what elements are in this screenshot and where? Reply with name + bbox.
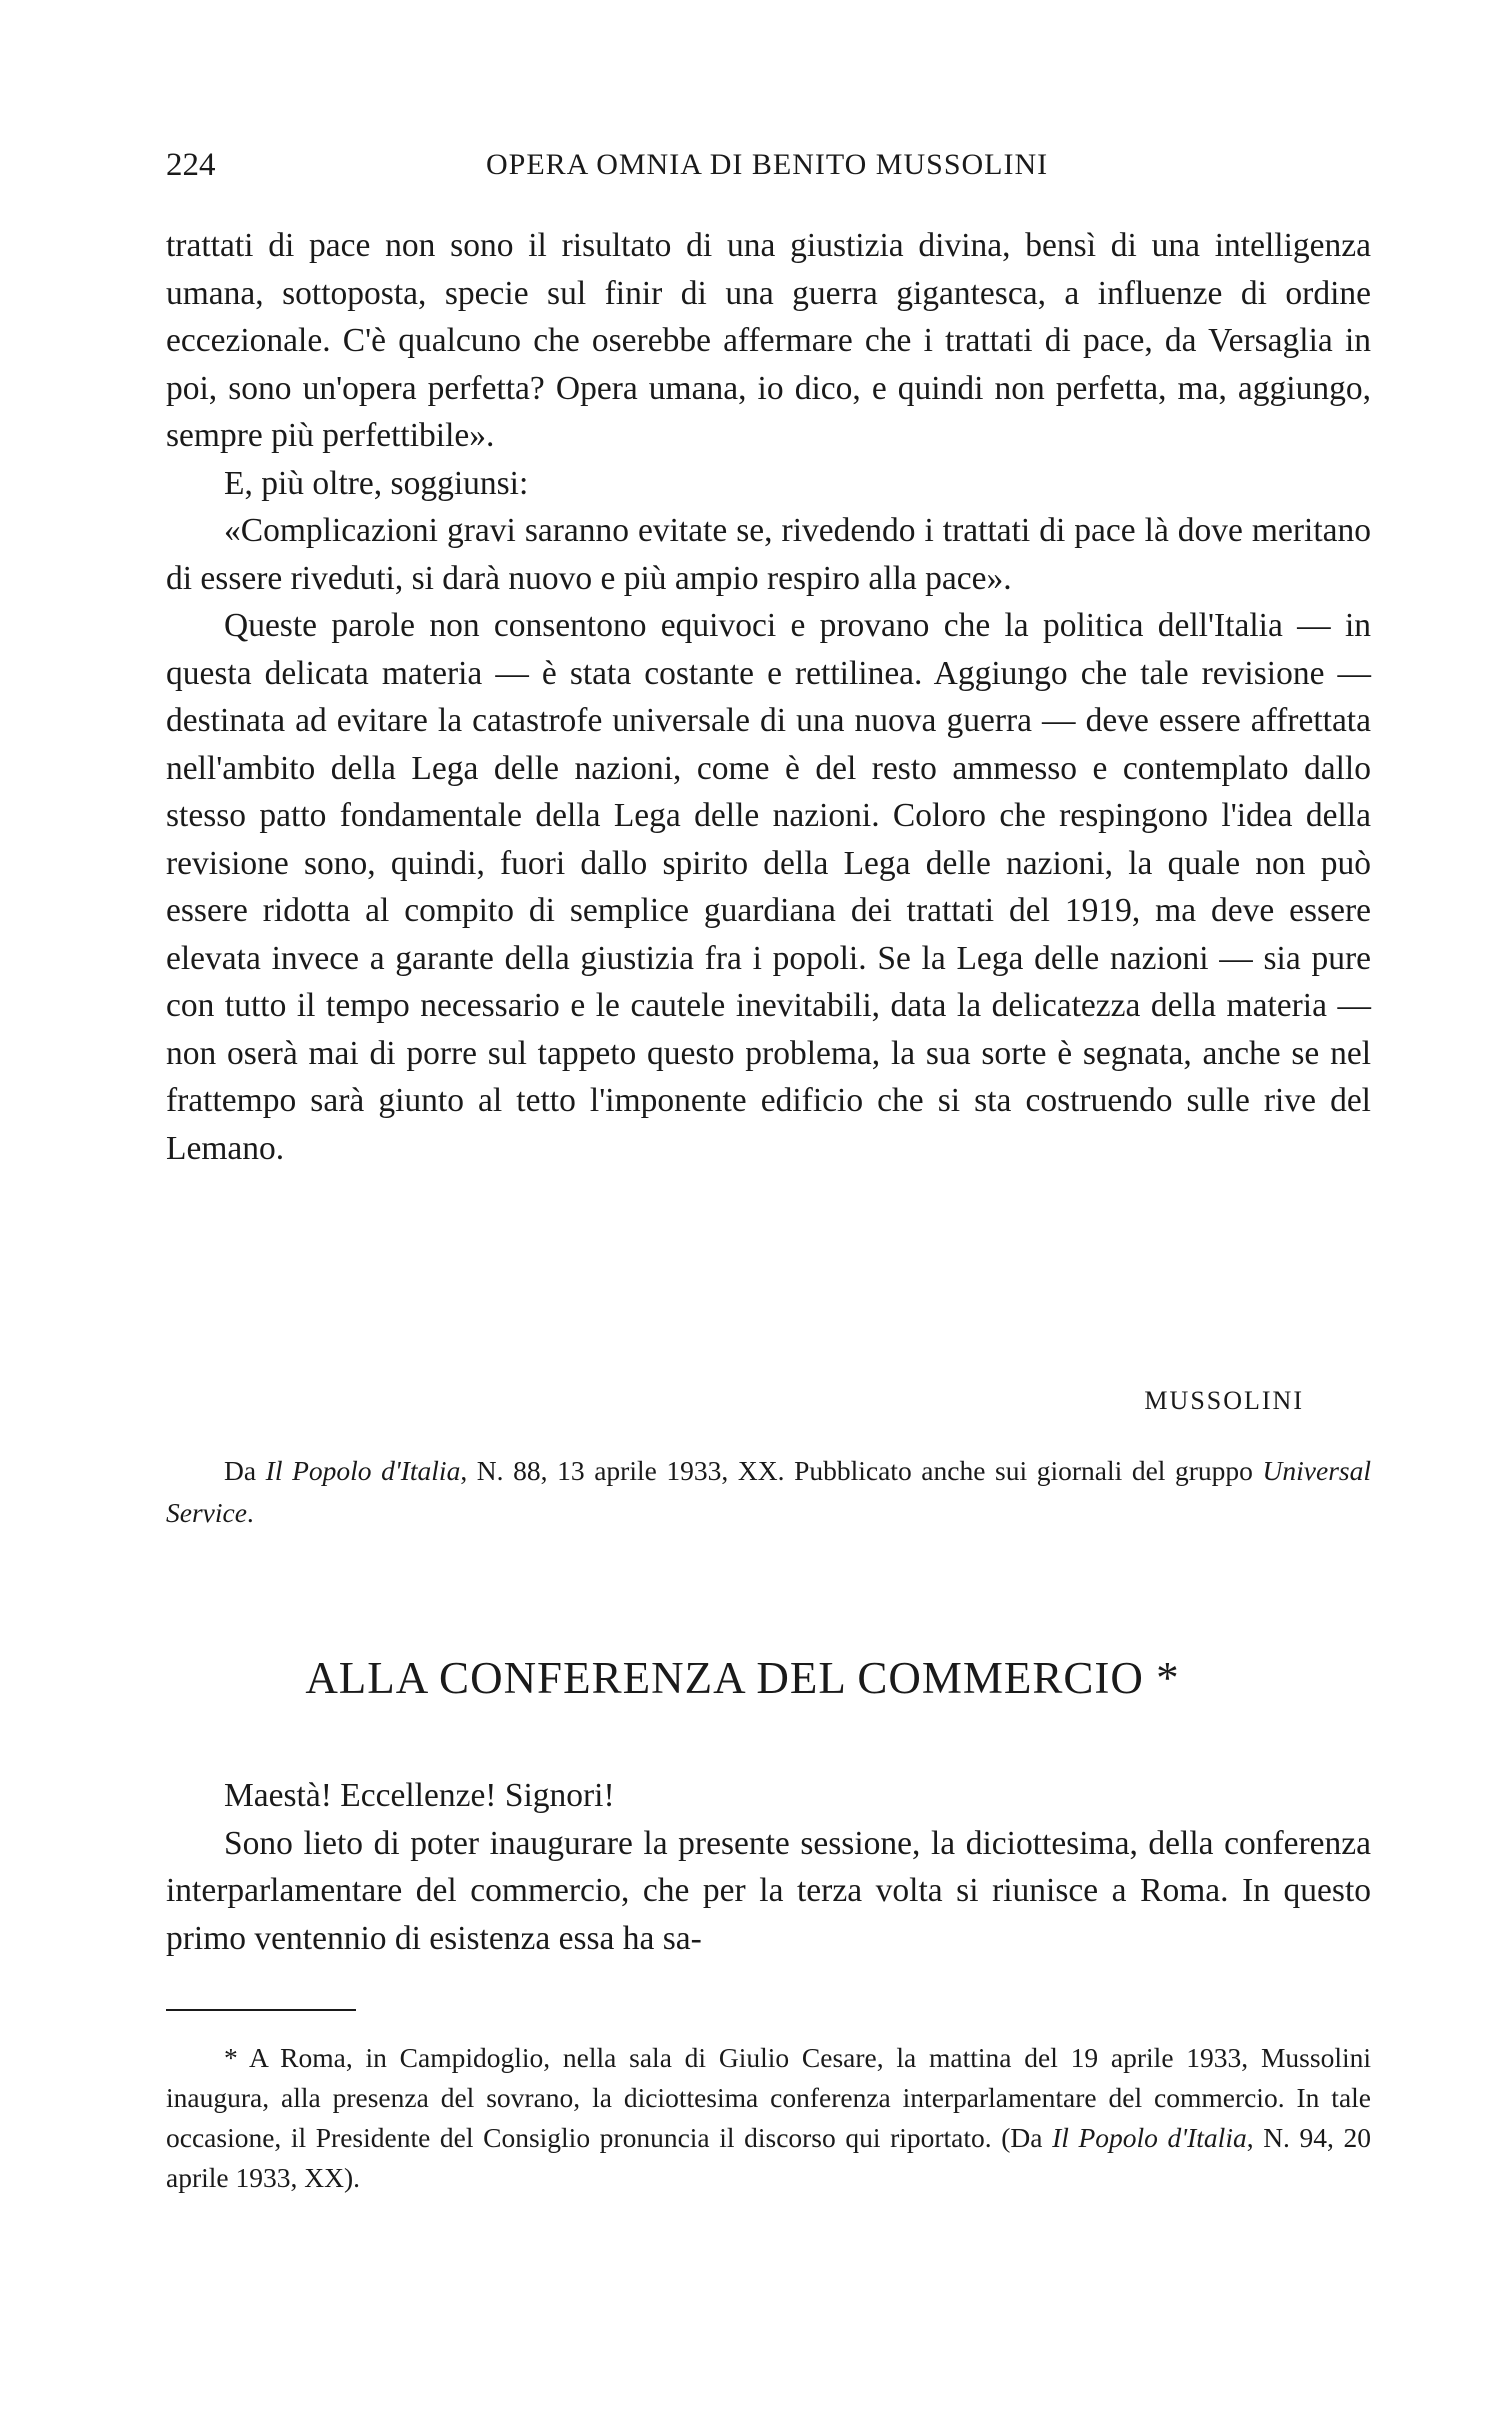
footnote-rule: [166, 2009, 356, 2011]
running-title: OPERA OMNIA DI BENITO MUSSOLINI: [486, 148, 1049, 181]
author-signature: MUSSOLINI: [1144, 1386, 1304, 1415]
page-number: 224: [166, 147, 216, 183]
source-note: [166, 1450, 1371, 1534]
source-prefix: Da: [224, 1455, 266, 1486]
footnote-suffix: , N. 94, 20 aprile 1933, XX).: [166, 2122, 1371, 2193]
speech-body: [166, 1772, 1371, 1962]
speech-paragraph-1: Maestà! Eccellenze! Signori!: [224, 1777, 615, 1814]
section-title: ALLA CONFERENZA DEL COMMERCIO *: [305, 1653, 1180, 1703]
footnote: [166, 2038, 1371, 2198]
article-paragraph-1: trattati di pace non sono il risultato di una giustizia divina, bensì di una intelligenza umana, sottoposta, specie sul finir di una guerra gigantesca, a influenze di ordine eccezionale. C'è qualcuno che oserebbe affermare che i trattati di pace, da Versaglia in poi, sono un'opera perfetta? Opera umana, io dico, e quindi non perfetta, ma, aggiungo, sempre più perfettibile».: [166, 227, 1371, 454]
footnote-newspaper: Il Popolo d'Italia: [1052, 2122, 1247, 2153]
source-middle: , N. 88, 13 aprile 1933, XX. Pubblicato anche sui giornali del gruppo: [460, 1455, 1263, 1486]
source-newspaper: Il Popolo d'Italia: [265, 1455, 461, 1486]
article-paragraph-2: E, più oltre, soggiunsi:: [224, 464, 529, 502]
footnote-text: [166, 2038, 1371, 2198]
footnote-main: * A Roma, in Campidoglio, nella sala di Giulio Cesare, la mattina del 19 aprile 1933, Mussolini inaugura, alla presenza del sovrano, la diciottesima conferenza interparlamentare del commercio. In tale occasione, il Presidente del Consiglio pronuncia il discorso qui riportato. (Da: [166, 2042, 1371, 2153]
source-service: Universal Service: [166, 1455, 1371, 1528]
source-suffix: .: [246, 1497, 254, 1528]
article-paragraph-3: «Complicazioni gravi saranno evitate se, rivedendo i trattati di pace là dove meritano di essere riveduti, si darà nuovo e più ampio respiro alla pace».: [166, 512, 1371, 597]
speech-paragraph-2: Sono lieto di poter inaugurare la presente sessione, la diciottesima, della conferenza interparlamentare del commercio, che per la terza volta si riunisce a Roma. In questo primo ventennio di esistenza essa ha sa-: [166, 1824, 1371, 1957]
article-paragraph-4: Queste parole non consentono equivoci e provano che la politica dell'Italia — in questa delicata materia — è stata costante e rettilinea. Aggiungo che tale revisione — destinata ad evitare la catastrofe universale di una nuova guerra — deve essere affrettata nell'ambito della Lega delle nazioni, come è del resto ammesso e contemplato dallo stesso patto fondamentale della Lega delle nazioni. Coloro che respingono l'idea della revisione sono, quindi, fuori dallo spirito della Lega delle nazioni, la quale non può essere ridotta al compito di semplice guardiana dei trattati del 1919, ma deve essere elevata invece a garante della giustizia fra i popoli. Se la Lega delle nazioni — sia pure con tutto il tempo necessario e le cautele inevitabili, data la delicatezza della materia — non oserà mai di porre sul tappeto questo problema, la sua sorte è segnata, anche se nel frattempo sarà giunto al tetto l'imponente edificio che si sta costruendo sulle rive del Lemano.: [166, 607, 1371, 1167]
article-body: [166, 222, 1371, 1172]
source-note-text: [166, 1450, 1371, 1534]
